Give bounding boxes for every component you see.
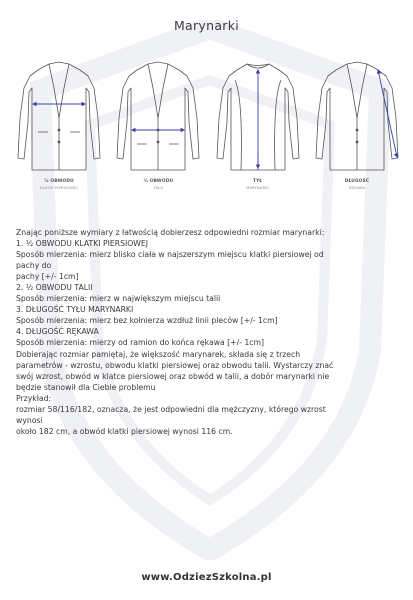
jacket-front-waist-icon — [113, 58, 203, 176]
section-heading-waist: 2. ½ OBWODU TALII — [16, 283, 93, 293]
page-title: Marynarki — [173, 18, 240, 33]
diagram-sublabel: RĘKAWA — [348, 186, 366, 191]
example-line: około 182 cm, a obwód klatki piersiowej wynosi 116 cm. — [16, 426, 233, 436]
measurement-diagrams — [14, 58, 402, 208]
footer-website: www.OdziezSzkolna.pl — [141, 572, 272, 583]
back-method-line: Sposób mierzenia: mierz bez kołnierza wzdłuż linii pleców [+/- 1cm] — [16, 316, 278, 326]
size-guide-text — [16, 227, 400, 437]
diagram-label: ½ OBWODU — [143, 179, 174, 184]
chest-method-line: Sposób mierzenia: mierz blisko ciała w najszerszym miejscu klatki piersiowej od — [16, 250, 324, 260]
diagram-label: ½ OBWODU — [44, 179, 74, 184]
section-heading-back: 3. DŁUGOŚĆ TYŁU MARYNARKI — [16, 305, 134, 315]
example-line: wynosi — [16, 415, 43, 425]
sleeve-method-line: Sposób mierzenia: mierzy od ramion do końca rękawa [+/- 1cm] — [16, 338, 264, 348]
advice-line: swój wzrost, obwód w klatce piersiowej oraz obwód w talii, a dobór marynarki nie — [16, 371, 330, 381]
diagram-sublabel: MARYNARKI — [246, 186, 270, 191]
diagram-sleeve — [312, 58, 402, 208]
chest-method-line: pachy [+/- 1cm] — [16, 272, 79, 282]
jacket-back-length-icon — [213, 58, 303, 176]
diagram-waist — [113, 58, 203, 208]
waist-method-line: Sposób mierzenia: mierz w największym miejscu talii — [16, 294, 221, 304]
diagram-label: TYŁ — [252, 179, 263, 184]
diagram-sublabel: KLATKI PIERSIOWEJ — [40, 186, 78, 191]
section-heading-chest: 1. ½ OBWODU KLATKI PIERSIOWEJ — [16, 239, 149, 249]
advice-line: parametrów - wzrostu, obwodu klatki piersiowej oraz obwodu talii. Wystarczy znać — [16, 360, 334, 370]
chest-method-line: pachy do — [16, 261, 52, 271]
advice-line: będzie stanowił dla Ciebie problemu — [16, 382, 156, 392]
diagram-sublabel: TALII — [153, 186, 164, 191]
diagram-chest — [14, 58, 104, 208]
example-heading: Przykład: — [16, 393, 52, 403]
diagram-label: DŁUGOŚĆ — [344, 179, 370, 184]
section-heading-sleeve: 4. DŁUGOŚĆ RĘKAWA — [16, 327, 99, 337]
example-line: rozmiar 58/116/182, oznacza, że jest odpowiedni dla mężczyzny, którego wzrost — [16, 404, 326, 414]
jacket-sleeve-length-icon — [312, 58, 402, 176]
intro-line: Znając poniższe wymiary z łatwością dobierzesz odpowiedni rozmiar marynarki: — [16, 228, 325, 237]
jacket-front-chest-icon — [14, 58, 104, 176]
diagram-back — [213, 58, 303, 208]
advice-line: Dobierając rozmiar pamiętaj, że większość marynarek, składa się z trzech — [16, 349, 301, 359]
